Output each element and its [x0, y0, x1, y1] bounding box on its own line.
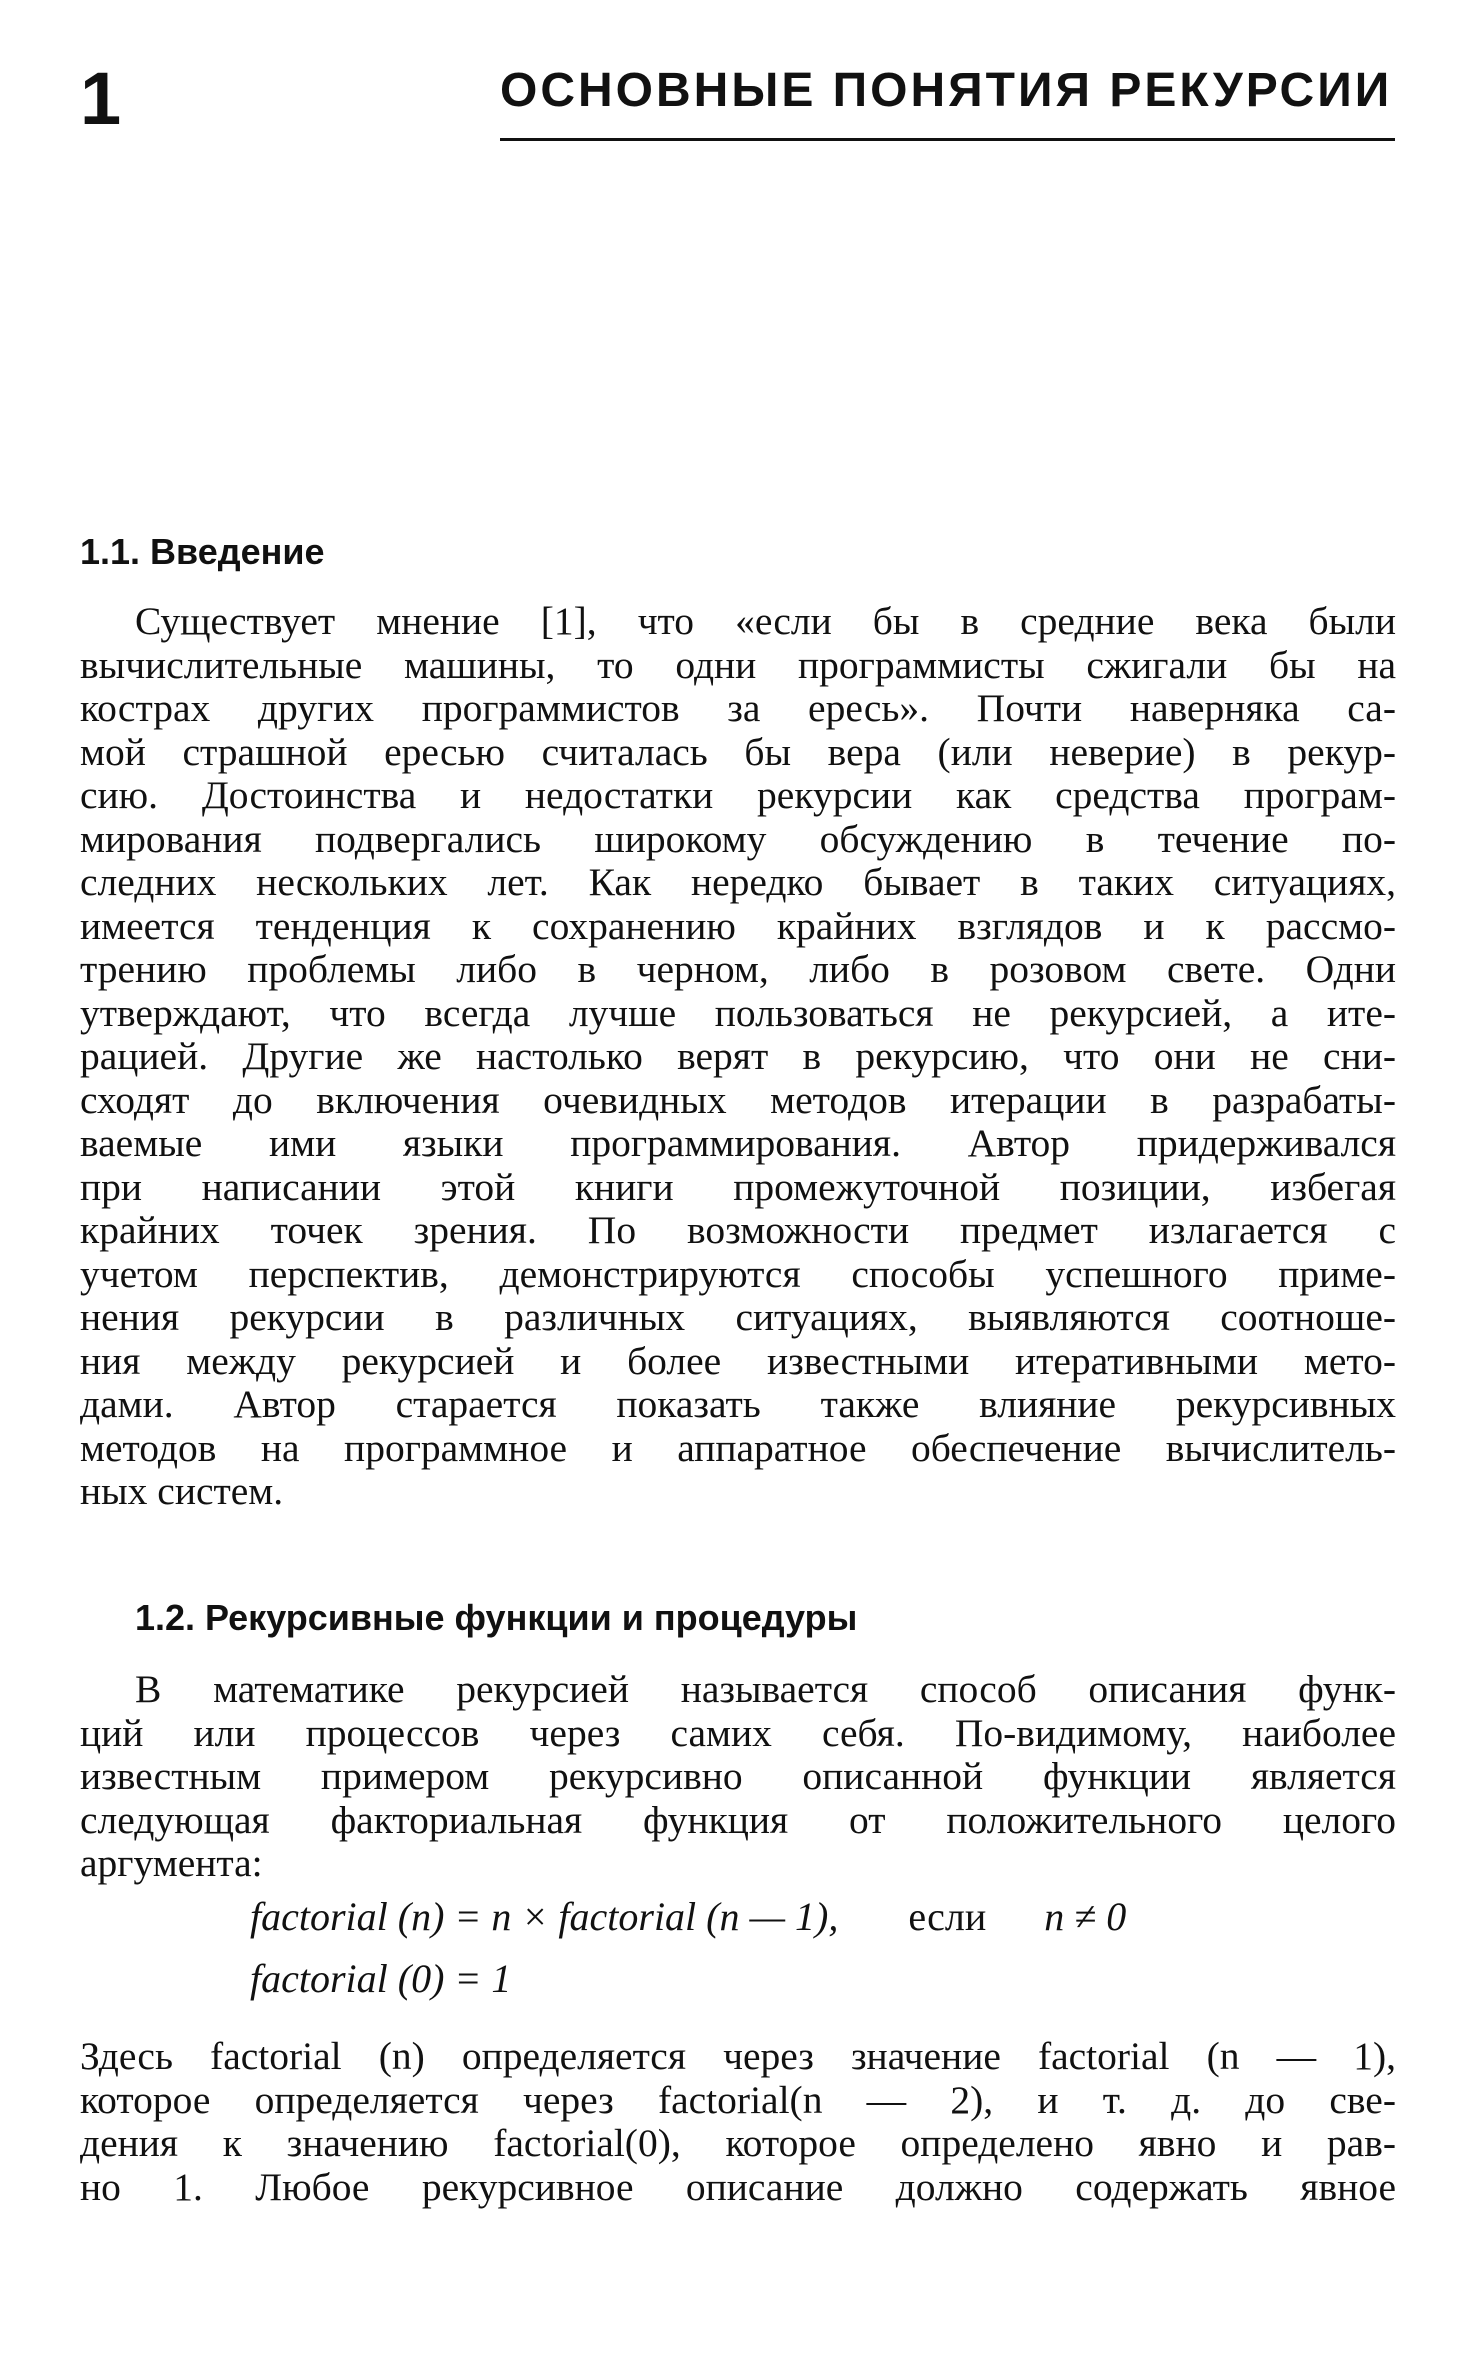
text-line: методов на программное и аппаратное обеспечение вычислитель- — [80, 1426, 1396, 1470]
text-line: имеется тенденция к сохранению крайних взглядов и к рассмо- — [80, 904, 1396, 948]
text-line: сходят до включения очевидных методов итерации в разрабаты- — [80, 1078, 1396, 1122]
text-line: ваемые ими языки программирования. Автор придерживался — [80, 1122, 1396, 1165]
text-line: Здесь factorial (n) определяется через значение factorial (n — 1), — [80, 2035, 1396, 2078]
chapter-number: 1 — [80, 57, 122, 140]
text-line: Существует мнение [1], что «если бы в средние века были — [135, 600, 1396, 643]
text-line: сию. Достоинства и недостатки рекурсии как средства програм- — [80, 774, 1396, 817]
formula-expression: factorial (n) = n × factorial (n — 1), — [250, 1894, 839, 1939]
text-line: следующая факториальная функция от положительного целого — [80, 1798, 1396, 1842]
text-line: В математике рекурсией называется способ описания функ- — [135, 1668, 1396, 1711]
text-line: рацией. Другие же настолько верят в рекурсию, что они не сни- — [80, 1035, 1396, 1078]
formula-condition-word: если — [908, 1894, 987, 1939]
formula-expression: factorial (0) = 1 — [250, 1956, 512, 2001]
text-line: следних нескольких лет. Как нередко бывает в таких ситуациях, — [80, 861, 1396, 904]
text-line: дения к значению factorial(0), которое определено явно и рав- — [80, 2122, 1396, 2165]
text-line: известным примером рекурсивно описанной функции является — [80, 1755, 1396, 1798]
text-line: ций или процессов через самих себя. По-видимому, наиболее — [80, 1711, 1396, 1755]
text-line: дами. Автор старается показать также влияние рекурсивных — [80, 1383, 1396, 1426]
formula-condition-expression: n ≠ 0 — [1044, 1894, 1127, 1939]
text-line: аргумента: — [80, 1842, 263, 1885]
text-line: но 1. Любое рекурсивное описание должно содержать явное — [80, 2165, 1396, 2209]
text-line: вычислительные машины, то одни программисты сжигали бы на — [80, 643, 1396, 687]
text-line: мой страшной ересью считалась бы вера (или неверие) в рекур- — [80, 730, 1396, 774]
text-line: трению проблемы либо в черном, либо в розовом свете. Одни — [80, 948, 1396, 991]
text-line: кострах других программистов за ересь». Почти наверняка са- — [80, 687, 1396, 730]
text-line: при написании этой книги промежуточной позиции, избегая — [80, 1165, 1396, 1209]
text-line: крайних точек зрения. По возможности предмет излагается с — [80, 1209, 1396, 1252]
text-line: ных систем. — [80, 1470, 284, 1513]
paragraph-introduction — [80, 600, 1396, 1514]
chapter-title: ОСНОВНЫЕ ПОНЯТИЯ РЕКУРСИИ — [500, 64, 1393, 117]
text-line: ния между рекурсией и более известными итеративными мето- — [80, 1339, 1396, 1383]
paragraph-factorial-explanation — [80, 2035, 1396, 2209]
text-line: которое определяется через factorial(n — 2), и т. д. до све- — [80, 2078, 1396, 2122]
text-line: нения рекурсии в различных ситуациях, выявляются соотноше- — [80, 1296, 1396, 1339]
text-line: учетом перспектив, демонстрируются способы успешного приме- — [80, 1252, 1396, 1296]
text-line: мирования подвергались широкому обсуждению в течение по- — [80, 817, 1396, 861]
section-heading-recursive-functions: 1.2. Рекурсивные функции и процедуры — [135, 1597, 858, 1638]
formula-factorial-base — [250, 1955, 511, 2003]
text-line: утверждают, что всегда лучше пользоваться не рекурсией, а ите- — [80, 991, 1396, 1035]
paragraph-recursion-definition — [80, 1668, 1396, 1886]
chapter-title-rule — [500, 138, 1395, 141]
formula-factorial-recursive — [250, 1893, 1126, 1941]
section-heading-introduction: 1.1. Введение — [80, 531, 325, 572]
